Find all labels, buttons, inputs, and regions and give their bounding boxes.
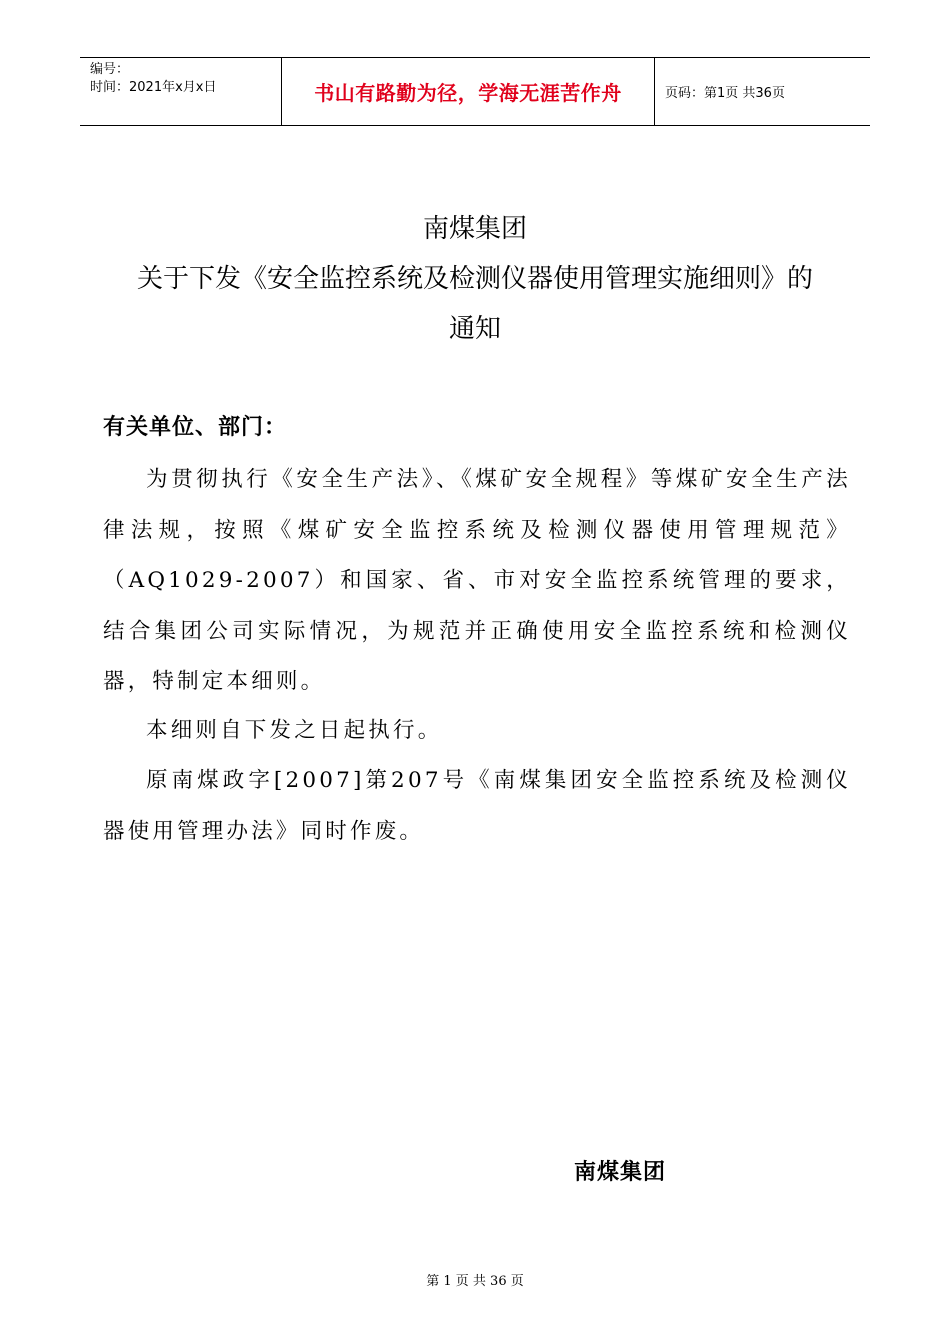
page-footer: 第 1 页 共 36 页 [426, 1274, 524, 1289]
header-page-cell [655, 58, 870, 125]
body-paragraph-2 [103, 706, 851, 757]
paragraph-text: 原南煤政字[2007]第207号《南煤集团安全监控系统及检测仪器使用管理办法》同时作废。 [103, 768, 851, 844]
title-line-1: 南煤集团 [422, 214, 527, 244]
document-header [80, 57, 870, 126]
header-meta-cell [80, 58, 282, 125]
body-paragraph-1 [103, 455, 851, 708]
document-number-label: 编号： [90, 62, 130, 77]
body-paragraph-3 [103, 756, 851, 857]
document-time-label: 时间：2021年x月x日 [90, 80, 217, 95]
title-line-2: 关于下发《安全监控系统及检测仪器使用管理实施细则》的 [136, 264, 813, 294]
paragraph-text: 本细则自下发之日起执行。 [146, 718, 443, 743]
signature: 南煤集团 [574, 1159, 667, 1185]
title-line-3: 通知 [448, 314, 501, 344]
paragraph-text: 为贯彻执行《安全生产法》、《煤矿安全规程》等煤矿安全生产法律法规，按照《煤矿安全监控系统及检测仪器使用管理规范》（AQ1029-2007）和国家、省、市对安全监控系统管理的要求，结合集团公司实际情况，为规范并正确使用安全监控系统和检测仪器，特制定本细则。 [103, 467, 851, 694]
header-page-label: 页码：第1页 共36页 [665, 86, 785, 101]
header-motto-cell [282, 58, 655, 125]
header-motto: 书山有路勤为径，学海无涯苦作舟 [314, 81, 622, 105]
addressee: 有关单位、部门： [103, 414, 288, 440]
